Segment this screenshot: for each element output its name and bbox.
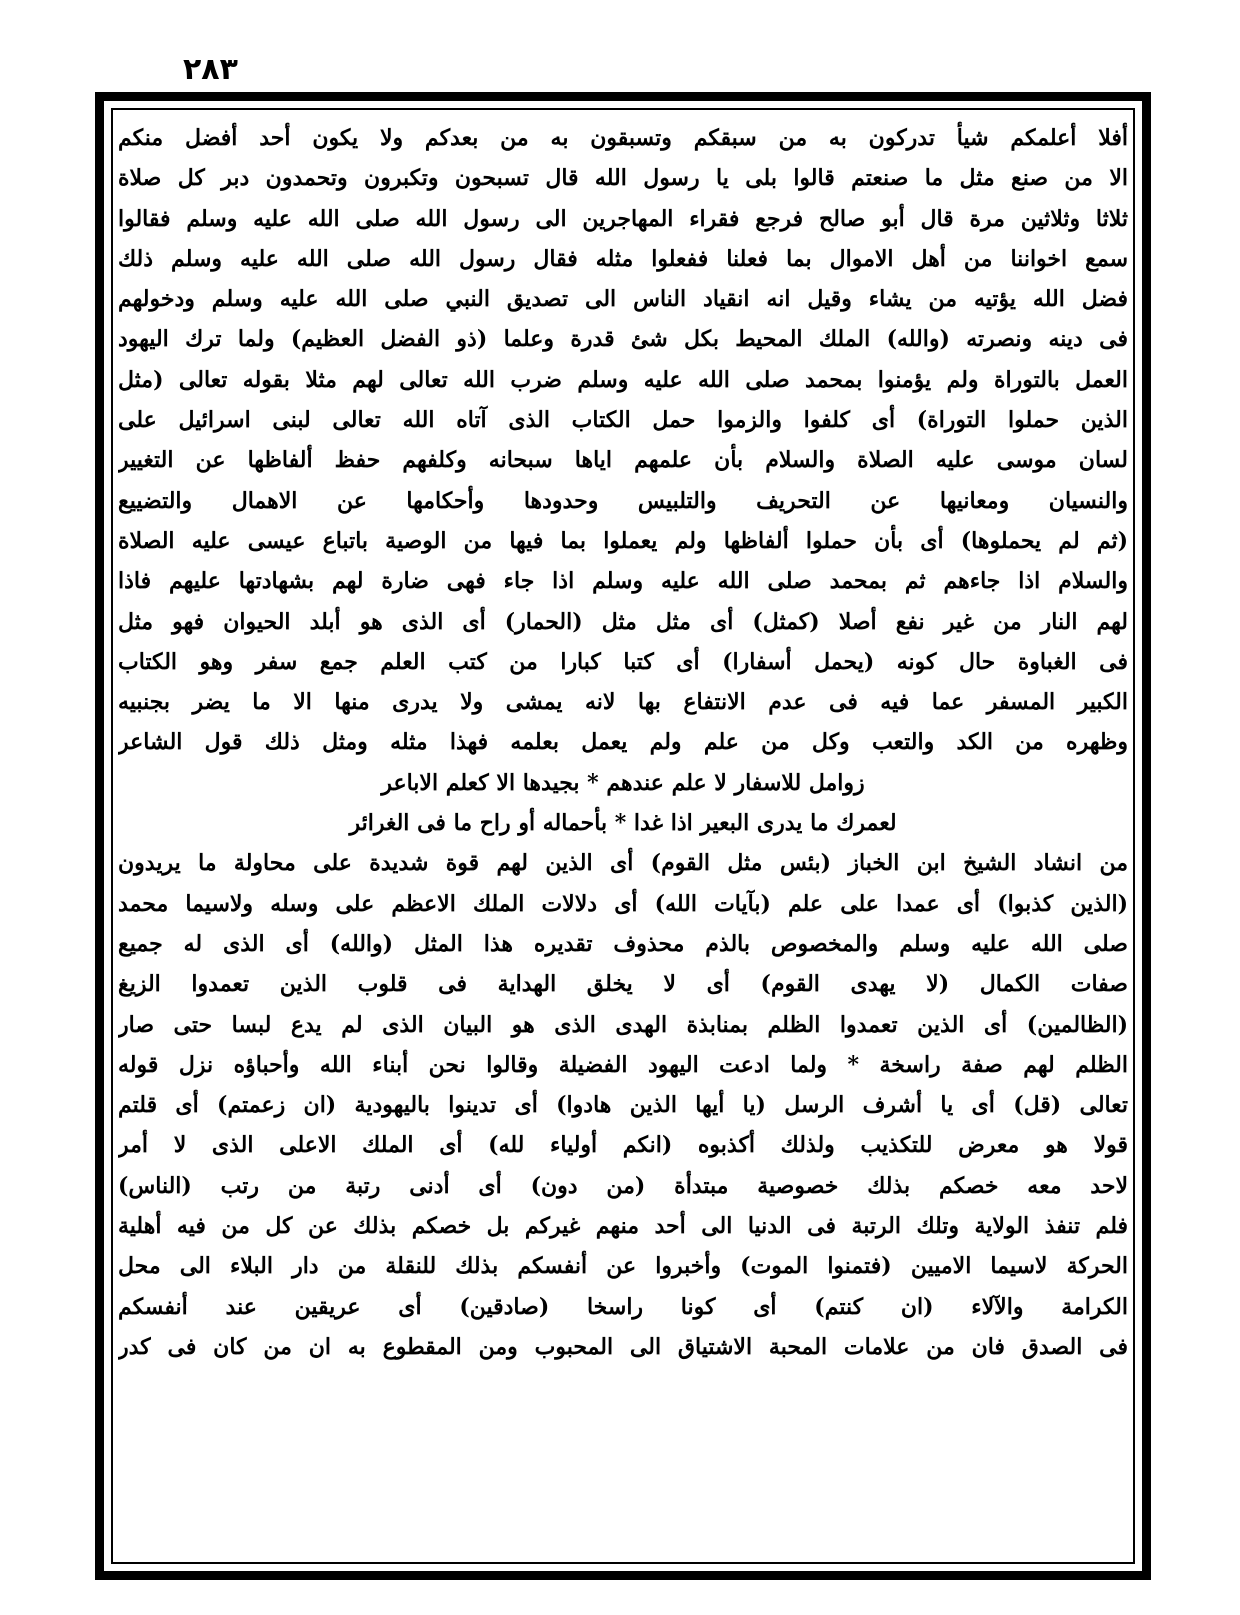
- text-line: فى دينه ونصرته (والله) الملك المحيط بكل شئ قدرة وعلما (ذو الفضل العظيم) ولما ترك اليهود: [118, 326, 1128, 353]
- text-line: الحركة لاسيما الاميين (فتمنوا الموت) وأخبروا عن أنفسكم بذلك للنقلة من دار البلاء الى محل: [118, 1253, 1128, 1280]
- text-line: لسان موسى عليه الصلاة والسلام بأن علمهم اياها سبحانه وكلفهم حفظ ألفاظها عن التغيير: [118, 447, 1128, 474]
- text-line: قولا هو معرض للتكذيب ولذلك أكذبوه (انكم أولياء لله) أى الملك الاعلى الذى لا أمر: [118, 1132, 1128, 1159]
- text-line: لاحد معه خصكم بذلك خصوصية مبتدأة (من دون) أى أدنى رتبة من رتب (الناس): [118, 1172, 1128, 1199]
- text-line: الا من صنع مثل ما صنعتم قالوا بلى يا رسول الله قال تسبحون وتكبرون وتحمدون دبر كل صلاة: [118, 165, 1128, 192]
- poem-verse: زوامل للاسفار لا علم عندهم * بجيدها الا كعلم الاباعر: [381, 769, 865, 796]
- poem-verse: لعمرك ما يدرى البعير اذا غدا * بأحماله أو راح ما فى الغرائر: [349, 810, 897, 837]
- text-line: فى الغباوة حال كونه (يحمل أسفارا) أى كتبا كبارا من كتب العلم جمع سفر وهو الكتاب: [118, 648, 1128, 675]
- text-line: (الظالمين) أى الذين تعمدوا الظلم بمنابذة الهدى الذى هو البيان الذى لم يدع لبسا حتى صار: [118, 1011, 1128, 1038]
- text-line: لهم النار من غير نفع أصلا (كمثل) أى مثل مثل (الحمار) أى الذى هو أبلد الحيوان فهو مثل: [118, 608, 1128, 635]
- text-line: فى الصدق فان من علامات المحبة الاشتياق الى المحبوب ومن المقطوع به ان من كان فى كدر: [118, 1333, 1128, 1360]
- page-number: ٢٨٣: [183, 52, 238, 87]
- text-line: سمع اخواننا من أهل الاموال بما فعلنا ففعلوا مثله فقال رسول الله صلى الله عليه وسلم ذلك: [118, 245, 1128, 272]
- text-line: والنسيان ومعانيها عن التحريف والتلبيس وحدودها وأحكامها عن الاهمال والتضييع: [118, 487, 1128, 514]
- text-line: فضل الله يؤتيه من يشاء وقيل انه انقياد الناس الى تصديق النبي صلى الله عليه وسلم ودخولهم: [118, 286, 1128, 313]
- text-line: ثلاثا وثلاثين مرة قال أبو صالح فرجع فقراء المهاجرين الى رسول الله صلى الله عليه وسلم فقالوا: [118, 205, 1128, 232]
- text-line: الكبير المسفر عما فيه فى عدم الانتفاع بها لانه يمشى ولا يدرى منها الا ما يضر بجنبيه: [118, 689, 1128, 716]
- text-line: والسلام اذا جاءهم ثم بمحمد صلى الله عليه وسلم اذا جاء فهى ضارة لهم بشهادتها عليهم فاذا: [118, 568, 1128, 595]
- text-line: تعالى (قل) أى يا أشرف الرسل (يا أيها الذين هادوا) أى تدينوا باليهودية (ان زعمتم) أى قلتم: [118, 1092, 1128, 1119]
- text-line: من انشاد الشيخ ابن الخباز (بئس مثل القوم) أى الذين لهم قوة شديدة على محاولة ما يريدون: [118, 850, 1128, 877]
- text-line: (الذين كذبوا) أى عمدا على علم (بآيات الله) أى دلالات الملك الاعظم على وسله ولاسيما محمد: [118, 890, 1128, 917]
- text-line: الكرامة والآلاء (ان كنتم) أى كونا راسخا (صادقين) أى عريقين عند أنفسكم: [118, 1293, 1128, 1320]
- text-line: صفات الكمال (لا يهدى القوم) أى لا يخلق الهداية فى قلوب الذين تعمدوا الزيغ: [118, 971, 1128, 998]
- text-body: [118, 118, 1128, 1558]
- text-line: الظلم لهم صفة راسخة * ولما ادعت اليهود الفضيلة وقالوا نحن أبناء الله وأحباؤه نزل قوله: [118, 1051, 1128, 1078]
- text-line: العمل بالتوراة ولم يؤمنوا بمحمد صلى الله عليه وسلم ضرب الله تعالى لهم مثلا بقوله تعالى (مثل: [118, 366, 1128, 393]
- text-line: الذين حملوا التوراة) أى كلفوا والزموا حمل الكتاب الذى آتاه الله تعالى لبنى اسرائيل على: [118, 407, 1128, 434]
- text-line: صلى الله عليه وسلم والمخصوص بالذم محذوف تقديره هذا المثل (والله) أى الذى له جميع: [118, 930, 1128, 957]
- text-line: وظهره من الكد والتعب وكل من علم ولم يعمل بعلمه فهذا مثله ومثل ذلك قول الشاعر: [118, 729, 1128, 756]
- text-line: فلم تنفذ الولاية وتلك الرتبة فى الدنيا الى أحد منهم غيركم بل خصكم بذلك عن كل من فيه أهلية: [118, 1213, 1128, 1240]
- text-line: (ثم لم يحملوها) أى بأن حملوا ألفاظها ولم يعملوا بما فيها من الوصية باتباع عيسى عليه الصلاة: [118, 527, 1128, 554]
- text-line: أفلا أعلمكم شيأ تدركون به من سبقكم وتسبقون به من بعدكم ولا يكون أحد أفضل منكم: [118, 125, 1128, 151]
